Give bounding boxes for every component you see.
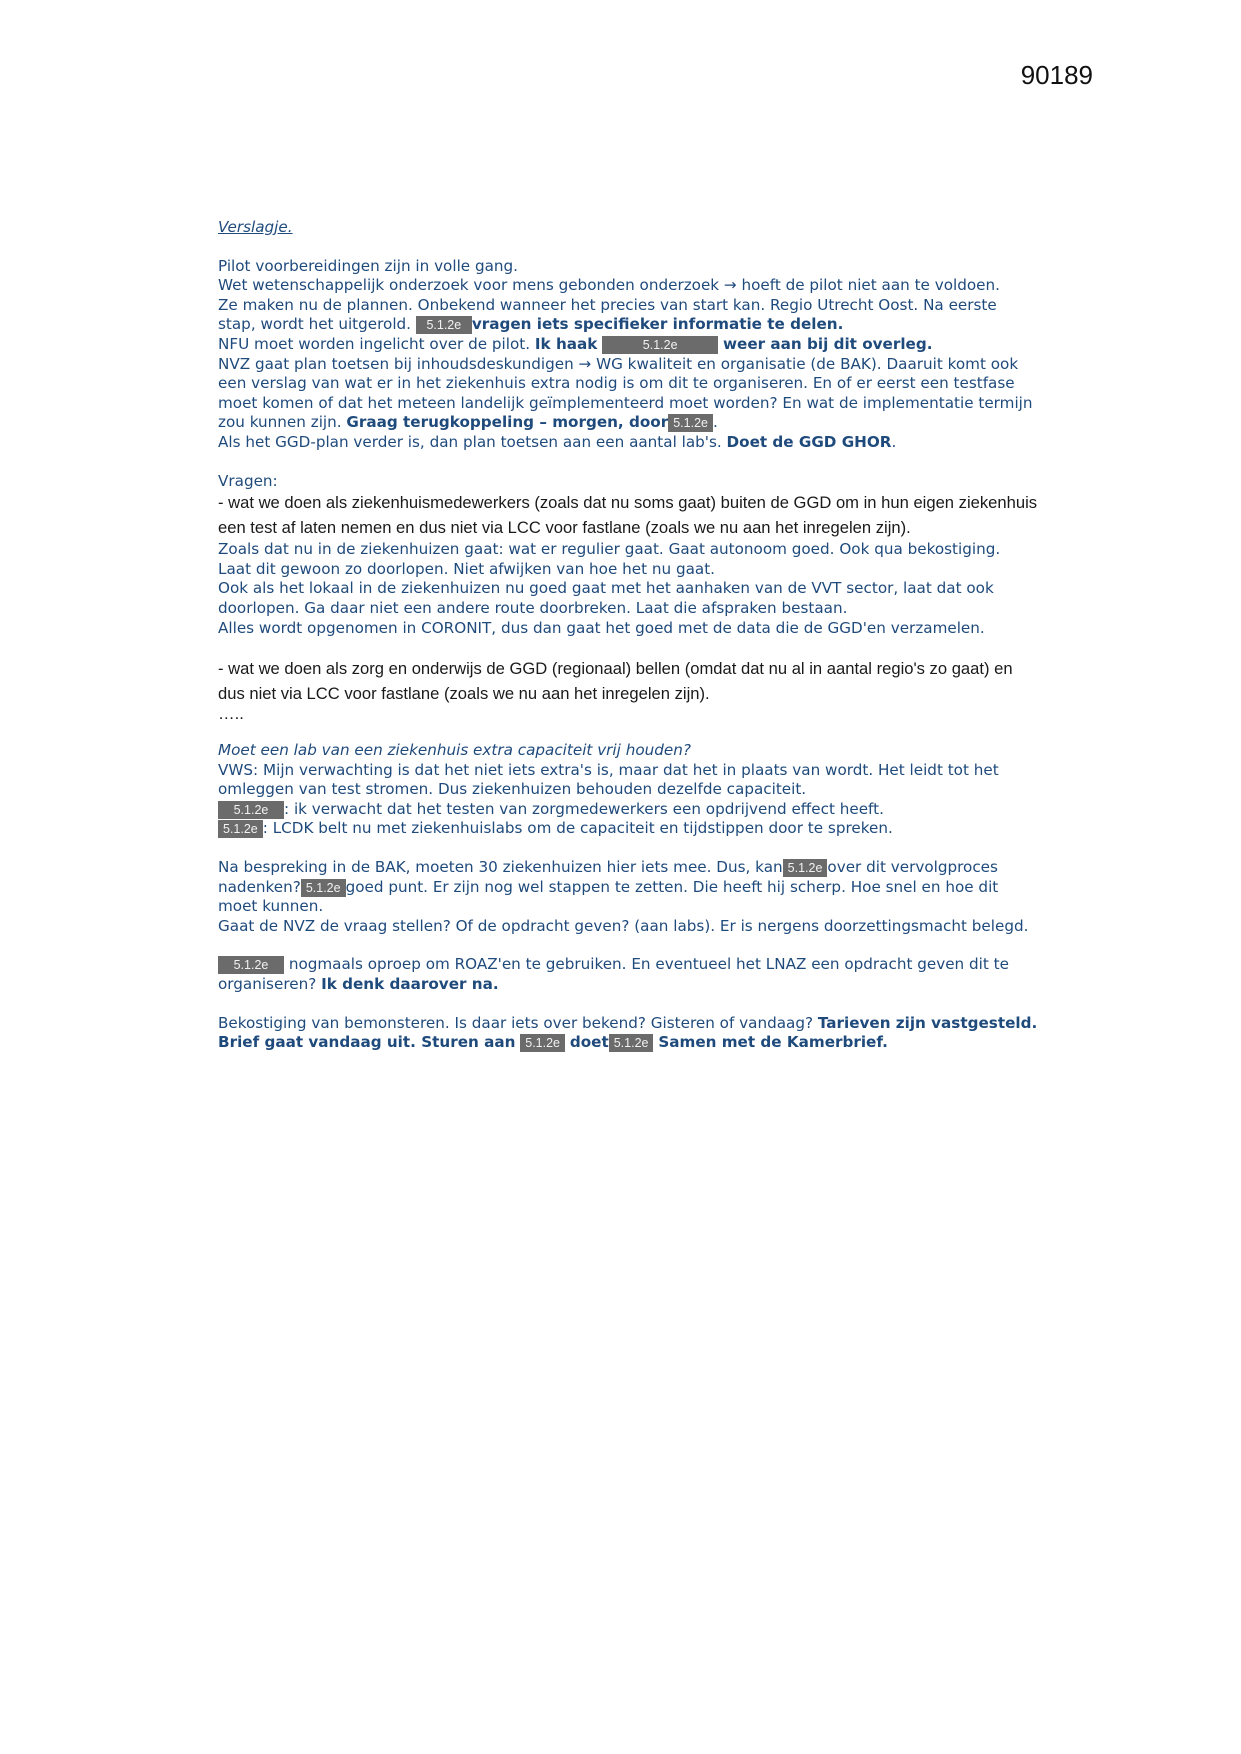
questions-section: [218, 472, 1038, 723]
bekostiging-line: [218, 1014, 1038, 1053]
ellipsis: …..: [218, 704, 244, 724]
questions-label: Vragen:: [218, 471, 278, 490]
intro-line-6: [218, 433, 1038, 453]
intro-section: [218, 257, 1038, 453]
redaction-block: 5.1.2e: [609, 1034, 654, 1052]
bekostiging-bold-2: doet: [569, 1033, 609, 1052]
intro-line-4: [218, 335, 1038, 355]
intro-line-5-text: NVZ gaat plan toetsen bij inhoudsdeskundigen → WG kwaliteit en organisatie (de BAK). Daaruit komt ook een verslag van wat er in het ziekenhuis extra nodig is om dit te organiseren. En of er eerst een testfase moet komen of dat het meteen landelijk geïmplementeerd moet worden? En wat de implementatie termijn zou kunnen zijn.: [218, 354, 1033, 432]
bak-line-2: Gaat de NVZ de vraag stellen? Of de opdracht geven? (aan labs). Er is nergens doorzettingsmacht belegd.: [218, 916, 1029, 935]
intro-line-5-end: .: [713, 413, 718, 432]
intro-line-4-text: NFU moet worden ingelicht over de pilot.: [218, 334, 531, 353]
document-heading: Verslagje.: [218, 218, 293, 236]
redaction-block: 5.1.2e: [416, 316, 472, 334]
bak-line-1-cont: over dit vervolgproces nadenken?: [218, 858, 998, 896]
intro-line-4-bold: Ik haak: [534, 334, 598, 353]
bak-line-1-text: Na bespreking in de BAK, moeten 30 ziekenhuizen hier iets mee. Dus, kan: [218, 858, 783, 877]
intro-line-3: [218, 296, 1038, 335]
redaction-block: 5.1.2e: [301, 879, 346, 897]
roaz-text: nogmaals oproep om ROAZ'en te gebruiken. En eventueel het LNAZ een opdracht geven dit te organiseren?: [218, 955, 1009, 994]
roaz-section: [218, 955, 1038, 994]
redaction-block: 5.1.2e: [602, 336, 718, 354]
question-2: - wat we doen als zorg en onderwijs de GGD (regionaal) bellen (omdat dat nu al in aantal regio's zo gaat) en dus niet via LCC voor fastlane (zoals we nu aan het inregelen zijn).: [218, 659, 1013, 703]
lab-remark-2-text: : LCDK belt nu met ziekenhuislabs om de capaciteit en tijdstippen door te spreken.: [262, 819, 893, 838]
intro-line-4-bold-end: weer aan bij dit overleg.: [723, 334, 933, 353]
bekostiging-section: [218, 1014, 1038, 1053]
bak-section: [218, 858, 1038, 936]
redaction-block: 5.1.2e: [218, 801, 284, 819]
redaction-block: 5.1.2e: [668, 414, 713, 432]
bekostiging-text: Bekostiging van bemonsteren. Is daar iets over bekend? Gisteren of vandaag?: [218, 1013, 814, 1032]
lab-section: [218, 741, 1038, 839]
intro-line-5-bold: Graag terugkoppeling – morgen, door: [346, 413, 669, 432]
roaz-line: [218, 955, 1038, 994]
intro-line-1: Pilot voorbereidingen zijn in volle gang.: [218, 256, 519, 275]
redaction-block: 5.1.2e: [520, 1034, 565, 1052]
bak-line-1: [218, 858, 1038, 917]
redaction-block: 5.1.2e: [218, 956, 284, 974]
document-body: [218, 218, 1038, 1053]
intro-line-6-text: Als het GGD-plan verder is, dan plan toetsen aan een aantal lab's.: [218, 432, 722, 451]
lab-question: Moet een lab van een ziekenhuis extra capaciteit vrij houden?: [218, 741, 691, 760]
page-number: 90189: [1020, 60, 1093, 90]
redaction-block: 5.1.2e: [218, 820, 263, 838]
intro-line-6-end: .: [891, 432, 897, 451]
lab-remark-1-text: : ik verwacht dat het testen van zorgmedewerkers een opdrijvend effect heeft.: [284, 799, 884, 818]
lab-remark-2: [218, 819, 1038, 839]
lab-remark-1: [218, 800, 1038, 820]
intro-line-2: Wet wetenschappelijk onderzoek voor mens gebonden onderzoek → hoeft de pilot niet aan te voldoen.: [218, 276, 1000, 295]
answer-3: Alles wordt opgenomen in CORONIT, dus dan gaat het goed met de data die de GGD'en verzamelen.: [218, 618, 985, 637]
intro-line-5: [218, 355, 1038, 433]
answer-1: Zoals dat nu in de ziekenhuizen gaat: wat er regulier gaat. Gaat autonoom goed. Ook qua bekostiging. Laat dit gewoon zo doorlopen. Niet afwijken van hoe het nu gaat.: [218, 540, 1001, 578]
answer-2: Ook als het lokaal in de ziekenhuizen nu goed gaat met het aanhaken van de VVT sector, laat dat ook doorlopen. Ga daar niet een andere route doorbreken. Laat die afspraken bestaan.: [218, 579, 994, 617]
question-1: - wat we doen als ziekenhuismedewerkers (zoals dat nu soms gaat) buiten de GGD om in hun eigen ziekenhuis een test af laten nemen en dus niet via LCC voor fastlane (zoals we nu aan het inregelen zijn).: [218, 493, 1038, 537]
bekostiging-bold-1: Tarieven zijn vastgesteld. Brief gaat vandaag uit. Sturen aan: [218, 1013, 1038, 1052]
bak-line-1-end: goed punt. Er zijn nog wel stappen te zetten. Die heeft hij scherp. Hoe snel en hoe dit moet kunnen.: [218, 877, 999, 916]
intro-line-3-bold: vragen iets specifieker informatie te delen.: [471, 315, 844, 334]
intro-line-6-bold: Doet de GGD GHOR: [726, 432, 892, 451]
redaction-block: 5.1.2e: [783, 859, 828, 877]
intro-line-3-text: Ze maken nu de plannen. Onbekend wanneer het precies van start kan. Regio Utrecht Oost. Na eerste stap, wordt het uitgerold.: [218, 295, 997, 334]
bekostiging-bold-3: Samen met de Kamerbrief.: [658, 1033, 888, 1052]
roaz-bold: Ik denk daarover na.: [321, 975, 499, 994]
lab-vws: VWS: Mijn verwachting is dat het niet iets extra's is, maar dat het in plaats van wordt. Het leidt tot het omleggen van test stromen. Dus ziekenhuizen behouden dezelfde capaciteit.: [218, 760, 999, 799]
